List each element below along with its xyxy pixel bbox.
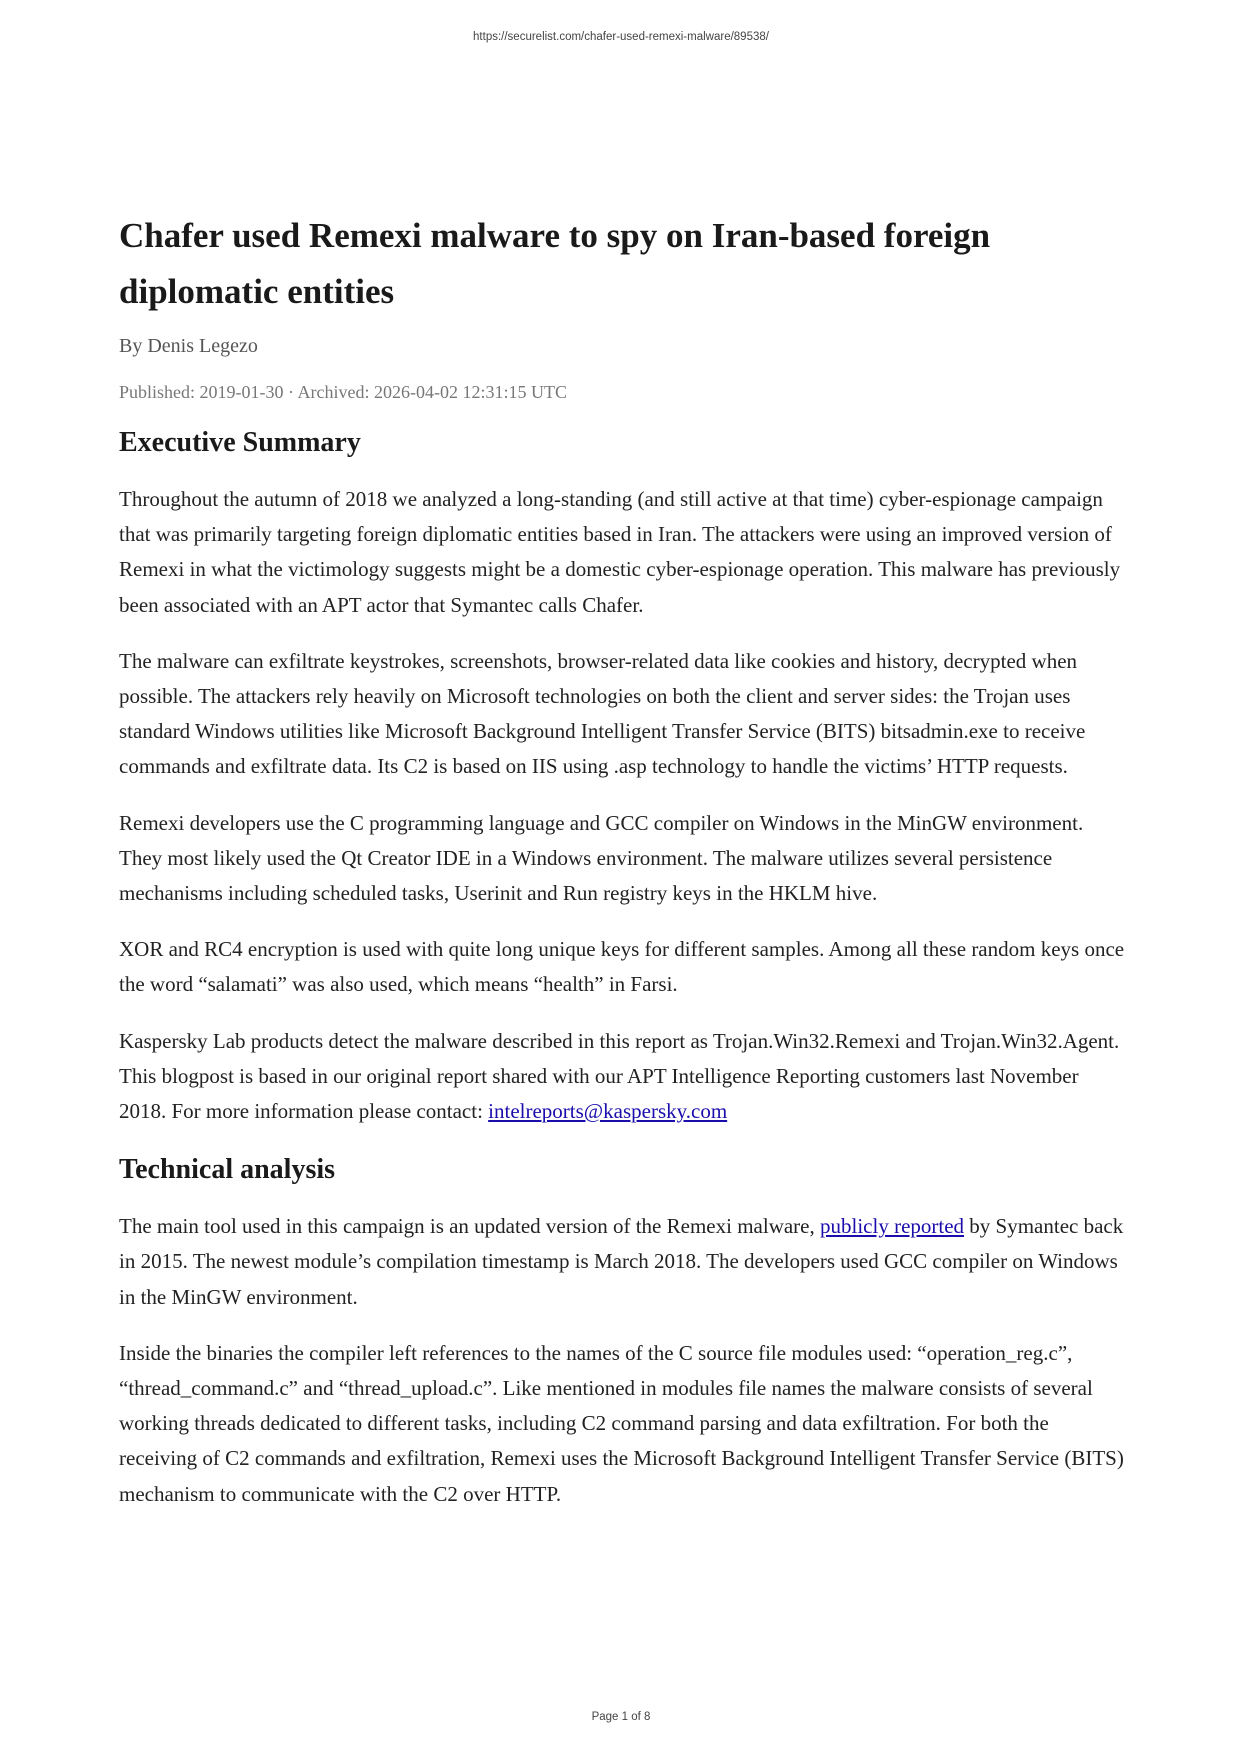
article-title: Chafer used Remexi malware to spy on Iran-based foreign diplomatic entities (119, 216, 991, 311)
paragraph: XOR and RC4 encryption is used with quite long unique keys for different samples. Among all these random keys once the word “salamati” was also used, which means “health” in Farsi. (119, 937, 1125, 997)
section-heading-technical-analysis: Technical analysis (119, 1154, 336, 1186)
section-heading-executive-summary: Executive Summary (119, 427, 361, 458)
paragraph-contact-text: Kaspersky Lab products detect the malware described in this report as Trojan.Win32.Remexi and Trojan.Win32.Agent. This blogpost is based in our original report shared with our APT Intelligence Reporting customers last November 2018. For more information please contact: (119, 1028, 1120, 1124)
paragraph: The malware can exfiltrate keystrokes, screenshots, browser-related data like cookies and history, decrypted when possible. The attackers rely heavily on Microsoft technologies on both the client and server sides: the Trojan uses standard Windows utilities like Microsoft Background Intelligent Transfer Service (BITS) bitsadmin.exe to receive commands and exfiltrate data. Its C2 is based on IIS using .asp technology to handle the victims’ HTTP requests. (119, 648, 1086, 779)
paragraph-text: The main tool used in this campaign is an updated version of the Remexi malware, (119, 1214, 820, 1239)
paragraph-contact (119, 1024, 1129, 1130)
paragraph-text: by Symantec back in 2015. The newest module’s compilation timestamp is March 2018. The developers used GCC compiler on Windows in the MinGW environment. (119, 1214, 1124, 1309)
paragraph: Throughout the autumn of 2018 we analyzed a long-standing (and still active at that time) cyber-espionage campaign that was primarily targeting foreign diplomatic entities based in Iran. The attackers were using an improved version of Remexi in what the victimology suggests might be a domestic cyber-espionage operation. This malware has previously been associated with an APT actor that Symantec calls Chafer. (119, 487, 1121, 617)
article (119, 208, 1129, 1533)
paragraph: Remexi developers use the C programming language and GCC compiler on Windows in the MinGW environment. They most likely used the Qt Creator IDE in a Windows environment. The malware utilizes several persistence mechanisms including scheduled tasks, Userinit and Run registry keys in the HKLM hive. (119, 810, 1084, 906)
article-byline: By Denis Legezo (119, 335, 258, 357)
paragraph-main-tool (119, 1209, 1129, 1315)
paragraph: Inside the binaries the compiler left references to the names of the C source file modules used: “operation_reg.c”, “thread_command.c” and “thread_upload.c”. Like mentioned in modules file names the malware consists of several working threads dedicated to different tasks, including C2 command parsing and data exfiltration. For both the receiving of C2 commands and exfiltration, Remexi uses the Microsoft Background Intelligent Transfer Service (BITS) mechanism to communicate with the C2 over HTTP. (119, 1340, 1124, 1506)
publicly-reported-link[interactable]: publicly reported (820, 1214, 965, 1239)
article-published-date: Published: 2019-01-30 · Archived: 2026-04-02 12:31:15 UTC (119, 382, 567, 402)
email-link[interactable]: intelreports@kaspersky.com (488, 1099, 728, 1124)
page-number: Page 1 of 8 (591, 1711, 651, 1723)
page-url-header: https://securelist.com/chafer-used-remexi-malware/89538/ (473, 31, 769, 43)
